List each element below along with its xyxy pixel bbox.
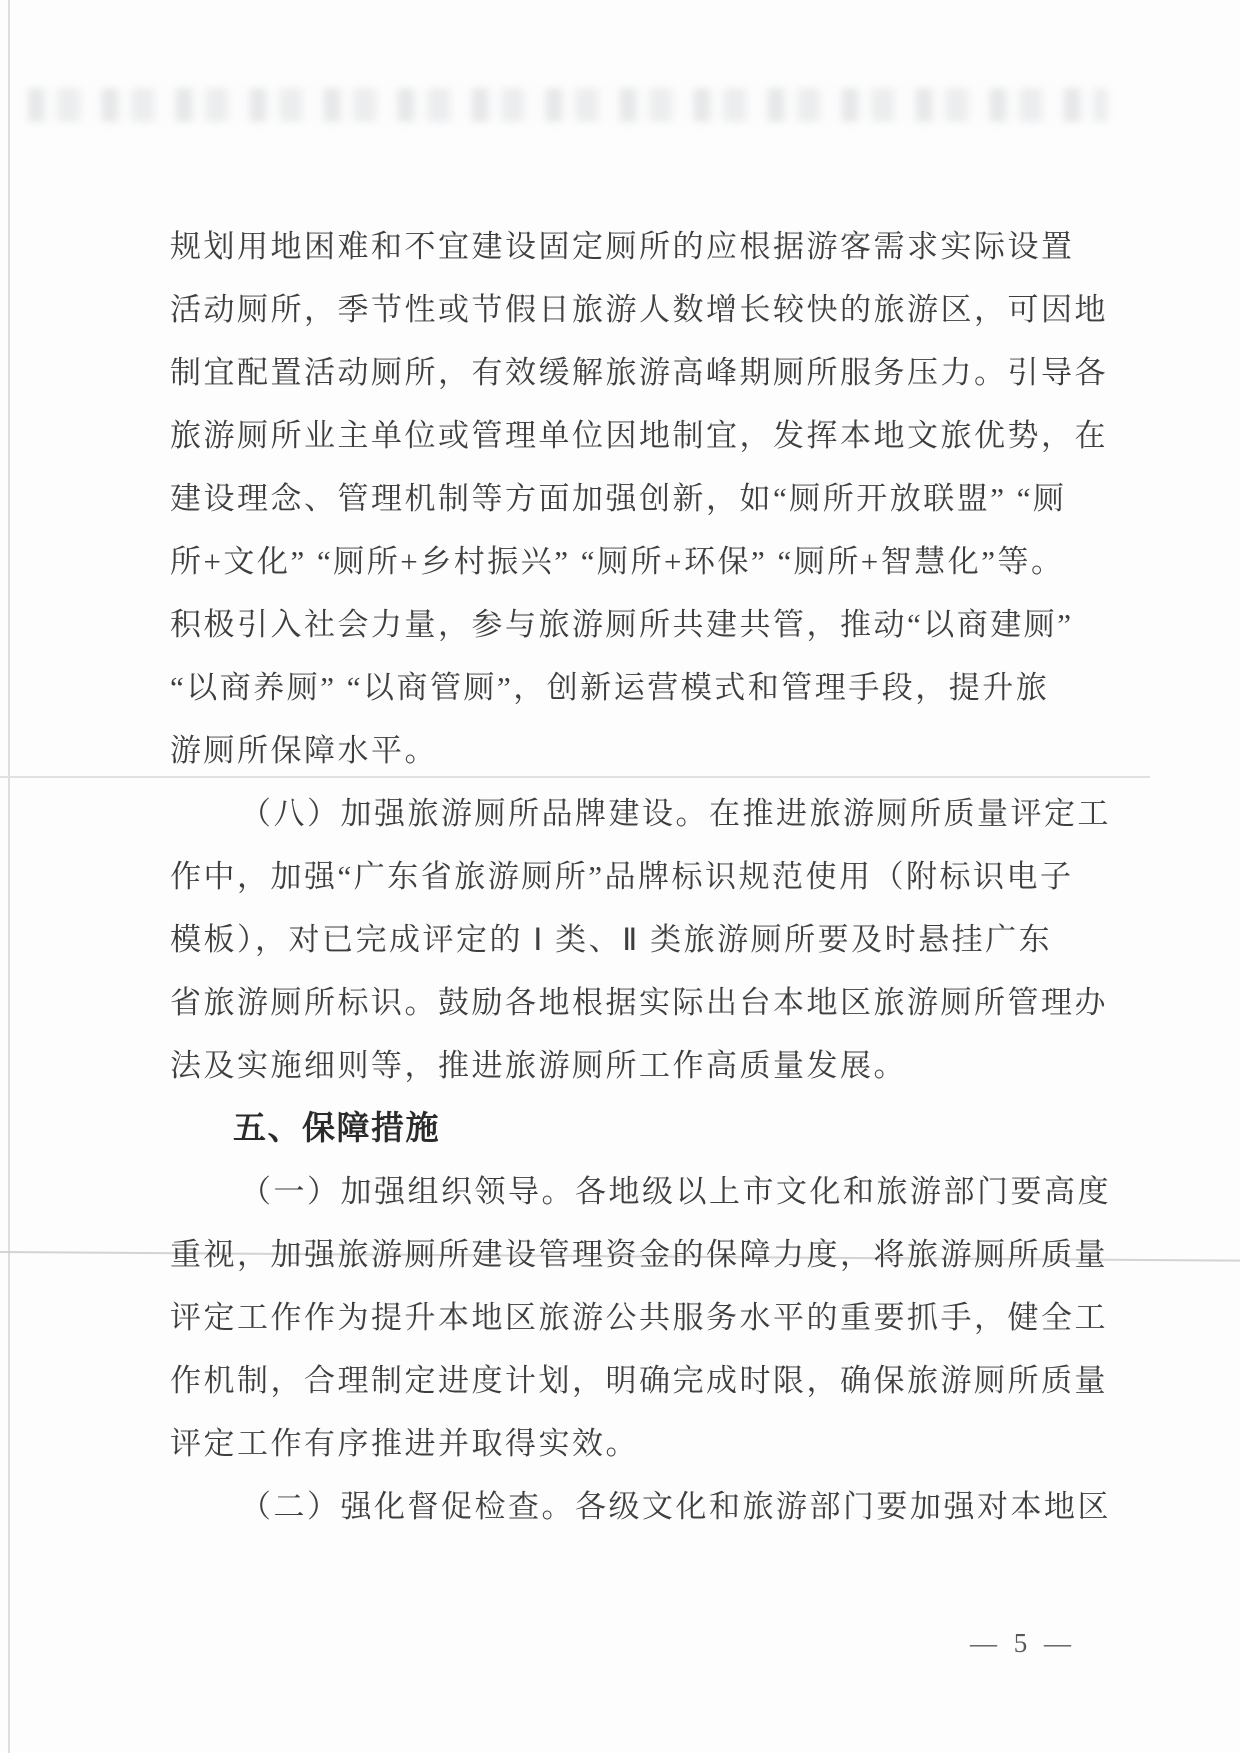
bleed-through-ghost-text bbox=[28, 88, 1108, 122]
body-line: 作机制，合理制定进度计划，明确完成时限，确保旅游厕所质量 bbox=[170, 1363, 1108, 1398]
body-line: 积极引入社会力量，参与旅游厕所共建共管，推动“以商建厕” bbox=[170, 607, 1074, 642]
body-line: “以商养厕” “以商管厕”，创新运营模式和管理手段，提升旅 bbox=[170, 670, 1050, 705]
body-line: 省旅游厕所标识。鼓励各地根据实际出台本地区旅游厕所管理办 bbox=[170, 985, 1108, 1020]
body-line: 模板），对已完成评定的 Ⅰ 类、Ⅱ 类旅游厕所要及时悬挂广东 bbox=[170, 922, 1053, 957]
body-line: 作中，加强“广东省旅游厕所”品牌标识规范使用（附标识电子 bbox=[170, 859, 1074, 894]
page-number: — 5 — bbox=[970, 1628, 1076, 1658]
paragraph-start-line: （二）强化督促检查。各级文化和旅游部门要加强对本地区 bbox=[240, 1489, 1111, 1524]
body-line: 重视，加强旅游厕所建设管理资金的保障力度，将旅游厕所质量 bbox=[170, 1237, 1108, 1272]
body-line: 法及实施细则等，推进旅游厕所工作高质量发展。 bbox=[170, 1048, 907, 1083]
body-line: 游厕所保障水平。 bbox=[170, 733, 438, 768]
body-line: 评定工作作为提升本地区旅游公共服务水平的重要抓手，健全工 bbox=[170, 1300, 1108, 1335]
paragraph-start-line: （八）加强旅游厕所品牌建设。在推进旅游厕所质量评定工 bbox=[240, 796, 1111, 831]
body-line: 活动厕所，季节性或节假日旅游人数增长较快的旅游区，可因地 bbox=[170, 292, 1108, 327]
paragraph-start-line: （一）加强组织领导。各地级以上市文化和旅游部门要高度 bbox=[240, 1174, 1111, 1209]
body-line: 规划用地困难和不宜建设固定厕所的应根据游客需求实际设置 bbox=[170, 229, 1075, 264]
body-line: 建设理念、管理机制等方面加强创新，如“厕所开放联盟” “厕 bbox=[170, 481, 1067, 516]
body-line: 评定工作有序推进并取得实效。 bbox=[170, 1426, 639, 1461]
document-body bbox=[170, 212, 1111, 1535]
scan-edge-artifact bbox=[8, 0, 10, 1753]
body-line: 所+文化” “厕所+乡村振兴” “厕所+环保” “厕所+智慧化”等。 bbox=[170, 544, 1065, 579]
body-line: 制宜配置活动厕所，有效缓解旅游高峰期厕所服务压力。引导各 bbox=[170, 355, 1108, 390]
body-line: 旅游厕所业主单位或管理单位因地制宜，发挥本地文旅优势，在 bbox=[170, 418, 1108, 453]
section-heading: 五、保障措施 bbox=[233, 1109, 440, 1146]
